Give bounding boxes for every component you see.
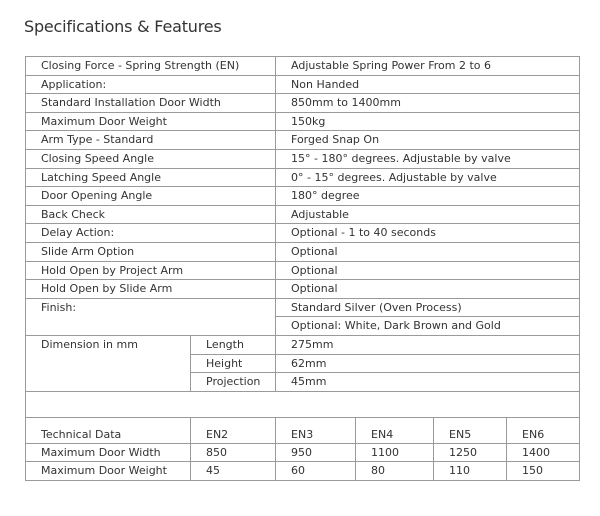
spec-value: 850mm to 1400mm xyxy=(276,94,580,113)
model-header: EN6 xyxy=(507,417,580,443)
technical-value: 150 xyxy=(507,462,580,481)
table-row xyxy=(26,57,580,76)
technical-value: 1100 xyxy=(356,443,434,462)
model-header: EN2 xyxy=(191,417,276,443)
spec-label: Back Check xyxy=(26,205,276,224)
technical-label: Maximum Door Weight xyxy=(26,462,191,481)
table-row xyxy=(26,242,580,261)
spacer-row xyxy=(26,391,580,417)
dimension-value: 275mm xyxy=(276,335,580,354)
spec-label: Closing Speed Angle xyxy=(26,149,276,168)
dimension-name: Length xyxy=(191,335,276,354)
spec-label: Hold Open by Slide Arm xyxy=(26,280,276,299)
spec-value: Optional xyxy=(276,261,580,280)
technical-header-row xyxy=(26,417,580,443)
spec-label: Slide Arm Option xyxy=(26,242,276,261)
spec-value: Adjustable Spring Power From 2 to 6 xyxy=(276,57,580,76)
spec-label: Maximum Door Weight xyxy=(26,112,276,131)
spec-value: Adjustable xyxy=(276,205,580,224)
dimension-value: 45mm xyxy=(276,373,580,392)
spec-value: Non Handed xyxy=(276,75,580,94)
table-row xyxy=(26,112,580,131)
dimension-name: Height xyxy=(191,354,276,373)
spacer-cell xyxy=(26,391,580,417)
spec-value: Optional xyxy=(276,280,580,299)
technical-value: 1250 xyxy=(434,443,507,462)
technical-value: 110 xyxy=(434,462,507,481)
dimension-name: Projection xyxy=(191,373,276,392)
table-row xyxy=(26,280,580,299)
dimension-row xyxy=(26,335,580,354)
table-row xyxy=(26,94,580,113)
technical-value: 950 xyxy=(276,443,356,462)
spec-value: 180° degree xyxy=(276,187,580,206)
technical-row xyxy=(26,443,580,462)
table-row xyxy=(26,224,580,243)
technical-value: 80 xyxy=(356,462,434,481)
spec-label: Application: xyxy=(26,75,276,94)
dimension-value: 62mm xyxy=(276,354,580,373)
spec-value: 0° - 15° degrees. Adjustable by valve xyxy=(276,168,580,187)
finish-standard: Standard Silver (Oven Process) xyxy=(276,298,580,317)
specifications-table xyxy=(25,56,580,481)
spec-label: Hold Open by Project Arm xyxy=(26,261,276,280)
spec-label: Standard Installation Door Width xyxy=(26,94,276,113)
spec-label: Closing Force - Spring Strength (EN) xyxy=(26,57,276,76)
technical-header-label: Technical Data xyxy=(26,417,191,443)
model-header: EN5 xyxy=(434,417,507,443)
table-row xyxy=(26,149,580,168)
technical-value: 1400 xyxy=(507,443,580,462)
spec-value: Optional - 1 to 40 seconds xyxy=(276,224,580,243)
finish-label: Finish: xyxy=(26,298,276,335)
page-title: Specifications & Features xyxy=(24,17,222,36)
spec-value: Optional xyxy=(276,242,580,261)
table-row xyxy=(26,131,580,150)
technical-value: 60 xyxy=(276,462,356,481)
spec-label: Arm Type - Standard xyxy=(26,131,276,150)
table-row xyxy=(26,261,580,280)
technical-value: 850 xyxy=(191,443,276,462)
spec-label: Delay Action: xyxy=(26,224,276,243)
table-row xyxy=(26,187,580,206)
technical-label: Maximum Door Width xyxy=(26,443,191,462)
table-row xyxy=(26,168,580,187)
spec-value: 150kg xyxy=(276,112,580,131)
spec-value: Forged Snap On xyxy=(276,131,580,150)
table-row xyxy=(26,75,580,94)
spec-label: Latching Speed Angle xyxy=(26,168,276,187)
table-row xyxy=(26,205,580,224)
finish-row xyxy=(26,298,580,317)
spec-label: Door Opening Angle xyxy=(26,187,276,206)
model-header: EN4 xyxy=(356,417,434,443)
technical-row xyxy=(26,462,580,481)
spec-value: 15° - 180° degrees. Adjustable by valve xyxy=(276,149,580,168)
model-header: EN3 xyxy=(276,417,356,443)
dimension-label: Dimension in mm xyxy=(26,335,191,391)
technical-value: 45 xyxy=(191,462,276,481)
finish-optional: Optional: White, Dark Brown and Gold xyxy=(276,317,580,336)
